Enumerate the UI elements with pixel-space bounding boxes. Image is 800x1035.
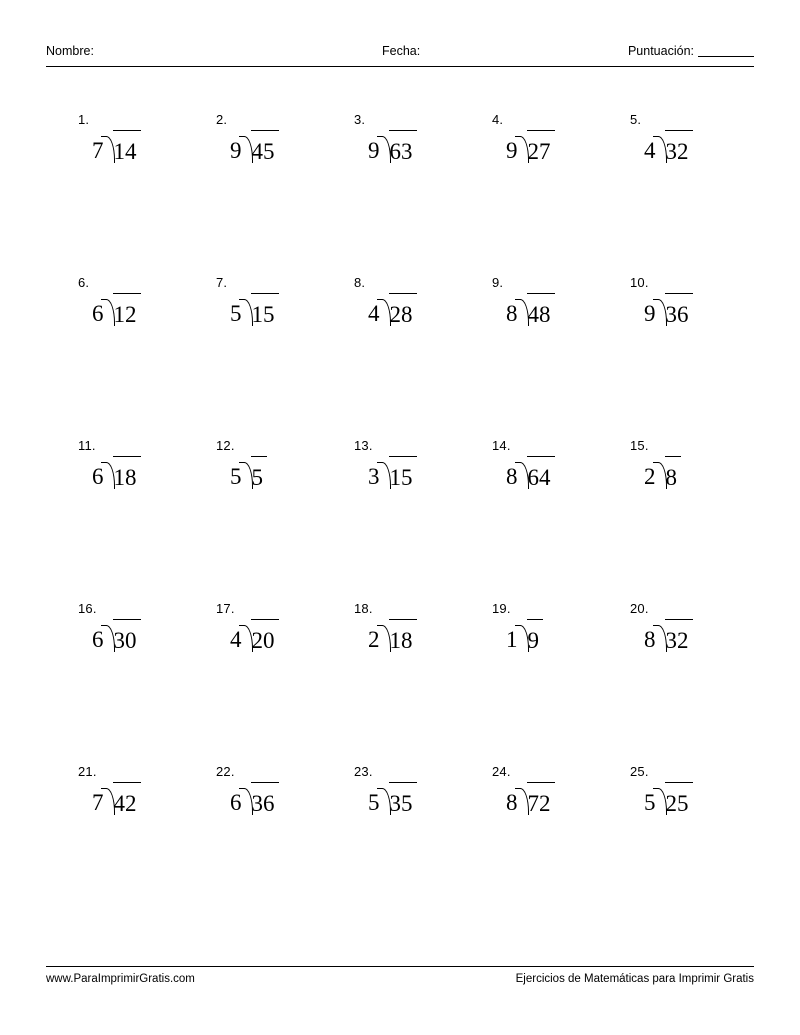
problem-cell — [474, 756, 612, 919]
problem-number: 20. — [630, 601, 649, 616]
divisor: 5 — [368, 790, 380, 815]
divisor: 6 — [230, 790, 242, 815]
divisor: 9 — [230, 138, 242, 163]
long-division-expression — [368, 456, 417, 489]
long-division-expression — [230, 130, 279, 163]
long-division-expression — [230, 782, 279, 815]
problem-cell — [612, 267, 750, 430]
footer-site: www.ParaImprimirGratis.com — [46, 973, 195, 985]
dividend: 27 — [527, 130, 555, 163]
divisor: 8 — [506, 790, 518, 815]
division-bracket-icon — [380, 130, 393, 163]
problem-cell — [198, 593, 336, 756]
dividend: 64 — [527, 456, 555, 489]
problem-cell — [198, 430, 336, 593]
dividend: 72 — [527, 782, 555, 815]
problem-number: 6. — [78, 275, 90, 290]
divisor: 4 — [230, 627, 242, 652]
dividend: 48 — [527, 293, 555, 326]
divisor: 5 — [230, 464, 242, 489]
footer-divider — [46, 966, 754, 967]
problem-cell — [474, 430, 612, 593]
dividend: 15 — [251, 293, 279, 326]
division-bracket-icon — [380, 782, 393, 815]
problem-cell — [474, 593, 612, 756]
problem-cell — [336, 430, 474, 593]
division-bracket-icon — [518, 130, 531, 163]
dividend: 36 — [665, 293, 693, 326]
long-division-expression — [644, 130, 693, 163]
divisor: 8 — [506, 464, 518, 489]
division-bracket-icon — [656, 456, 669, 489]
problem-grid — [60, 104, 750, 919]
worksheet-footer — [46, 973, 754, 991]
problem-number: 7. — [216, 275, 228, 290]
problem-number: 17. — [216, 601, 235, 616]
long-division-expression — [368, 293, 417, 326]
long-division-expression — [92, 130, 141, 163]
problem-cell — [612, 756, 750, 919]
divisor: 8 — [644, 627, 656, 652]
division-bracket-icon — [518, 456, 531, 489]
problem-cell — [612, 430, 750, 593]
problem-cell — [198, 104, 336, 267]
problem-cell — [198, 756, 336, 919]
dividend: 28 — [389, 293, 417, 326]
header-divider — [46, 66, 754, 67]
division-bracket-icon — [656, 130, 669, 163]
long-division-expression — [506, 456, 555, 489]
long-division-expression — [644, 456, 681, 489]
division-bracket-icon — [518, 782, 531, 815]
long-division-expression — [506, 130, 555, 163]
problem-number: 9. — [492, 275, 504, 290]
problem-number: 21. — [78, 764, 97, 779]
problem-cell — [612, 593, 750, 756]
problem-cell — [474, 267, 612, 430]
divisor: 6 — [92, 301, 104, 326]
problem-number: 11. — [78, 438, 96, 453]
division-bracket-icon — [242, 782, 255, 815]
problem-number: 3. — [354, 112, 366, 127]
divisor: 1 — [506, 627, 518, 652]
division-bracket-icon — [104, 456, 117, 489]
dividend: 63 — [389, 130, 417, 163]
dividend: 18 — [113, 456, 141, 489]
long-division-expression — [644, 782, 693, 815]
divisor: 9 — [506, 138, 518, 163]
long-division-expression — [92, 456, 141, 489]
problem-number: 8. — [354, 275, 366, 290]
problem-number: 22. — [216, 764, 235, 779]
long-division-expression — [506, 619, 543, 652]
problem-cell — [198, 267, 336, 430]
problem-cell — [336, 593, 474, 756]
division-bracket-icon — [242, 293, 255, 326]
dividend: 8 — [665, 456, 682, 489]
long-division-expression — [368, 782, 417, 815]
problem-cell — [336, 104, 474, 267]
problem-number: 1. — [78, 112, 90, 127]
long-division-expression — [644, 619, 693, 652]
long-division-expression — [368, 619, 417, 652]
problem-cell — [60, 267, 198, 430]
divisor: 3 — [368, 464, 380, 489]
division-bracket-icon — [104, 619, 117, 652]
dividend: 25 — [665, 782, 693, 815]
divisor: 5 — [230, 301, 242, 326]
long-division-expression — [230, 456, 267, 489]
division-bracket-icon — [104, 782, 117, 815]
division-bracket-icon — [104, 293, 117, 326]
date-label: Fecha: — [382, 44, 421, 58]
divisor: 6 — [92, 464, 104, 489]
problem-number: 13. — [354, 438, 373, 453]
long-division-expression — [92, 782, 141, 815]
division-bracket-icon — [380, 456, 393, 489]
divisor: 6 — [92, 627, 104, 652]
footer-tagline: Ejercicios de Matemáticas para Imprimir Gratis — [515, 973, 754, 985]
division-bracket-icon — [518, 619, 531, 652]
dividend: 32 — [665, 619, 693, 652]
problem-cell — [60, 430, 198, 593]
divisor: 5 — [644, 790, 656, 815]
dividend: 32 — [665, 130, 693, 163]
score-label — [628, 44, 754, 58]
dividend: 14 — [113, 130, 141, 163]
problem-number: 10. — [630, 275, 649, 290]
problem-cell — [60, 756, 198, 919]
problem-cell — [336, 267, 474, 430]
problem-number: 12. — [216, 438, 235, 453]
problem-number: 15. — [630, 438, 649, 453]
problem-cell — [474, 104, 612, 267]
long-division-expression — [230, 293, 279, 326]
problem-cell — [612, 104, 750, 267]
division-bracket-icon — [104, 130, 117, 163]
dividend: 30 — [113, 619, 141, 652]
division-bracket-icon — [656, 782, 669, 815]
problem-number: 4. — [492, 112, 504, 127]
divisor: 9 — [368, 138, 380, 163]
problem-number: 14. — [492, 438, 511, 453]
division-bracket-icon — [656, 619, 669, 652]
dividend: 36 — [251, 782, 279, 815]
problem-number: 5. — [630, 112, 642, 127]
divisor: 7 — [92, 138, 104, 163]
problem-number: 23. — [354, 764, 373, 779]
divisor: 4 — [368, 301, 380, 326]
divisor: 9 — [644, 301, 656, 326]
division-bracket-icon — [380, 619, 393, 652]
problem-number: 19. — [492, 601, 511, 616]
divisor: 8 — [506, 301, 518, 326]
division-bracket-icon — [242, 619, 255, 652]
problem-number: 24. — [492, 764, 511, 779]
dividend: 9 — [527, 619, 544, 652]
long-division-expression — [644, 293, 693, 326]
problem-number: 16. — [78, 601, 97, 616]
long-division-expression — [92, 293, 141, 326]
worksheet-header — [46, 44, 754, 66]
dividend: 12 — [113, 293, 141, 326]
division-bracket-icon — [242, 456, 255, 489]
dividend: 45 — [251, 130, 279, 163]
division-bracket-icon — [518, 293, 531, 326]
divisor: 4 — [644, 138, 656, 163]
problem-number: 18. — [354, 601, 373, 616]
dividend: 35 — [389, 782, 417, 815]
dividend: 15 — [389, 456, 417, 489]
score-blank-line — [698, 56, 754, 57]
problem-cell — [336, 756, 474, 919]
long-division-expression — [92, 619, 141, 652]
problem-number: 25. — [630, 764, 649, 779]
division-bracket-icon — [242, 130, 255, 163]
long-division-expression — [230, 619, 279, 652]
long-division-expression — [506, 293, 555, 326]
problem-number: 2. — [216, 112, 228, 127]
dividend: 18 — [389, 619, 417, 652]
dividend: 20 — [251, 619, 279, 652]
name-label: Nombre: — [46, 44, 94, 58]
divisor: 2 — [644, 464, 656, 489]
score-label-text: Puntuación: — [627, 44, 694, 58]
dividend: 5 — [251, 456, 268, 489]
problem-cell — [60, 593, 198, 756]
problem-cell — [60, 104, 198, 267]
long-division-expression — [368, 130, 417, 163]
divisor: 7 — [92, 790, 104, 815]
divisor: 2 — [368, 627, 380, 652]
dividend: 42 — [113, 782, 141, 815]
long-division-expression — [506, 782, 555, 815]
division-bracket-icon — [656, 293, 669, 326]
division-bracket-icon — [380, 293, 393, 326]
